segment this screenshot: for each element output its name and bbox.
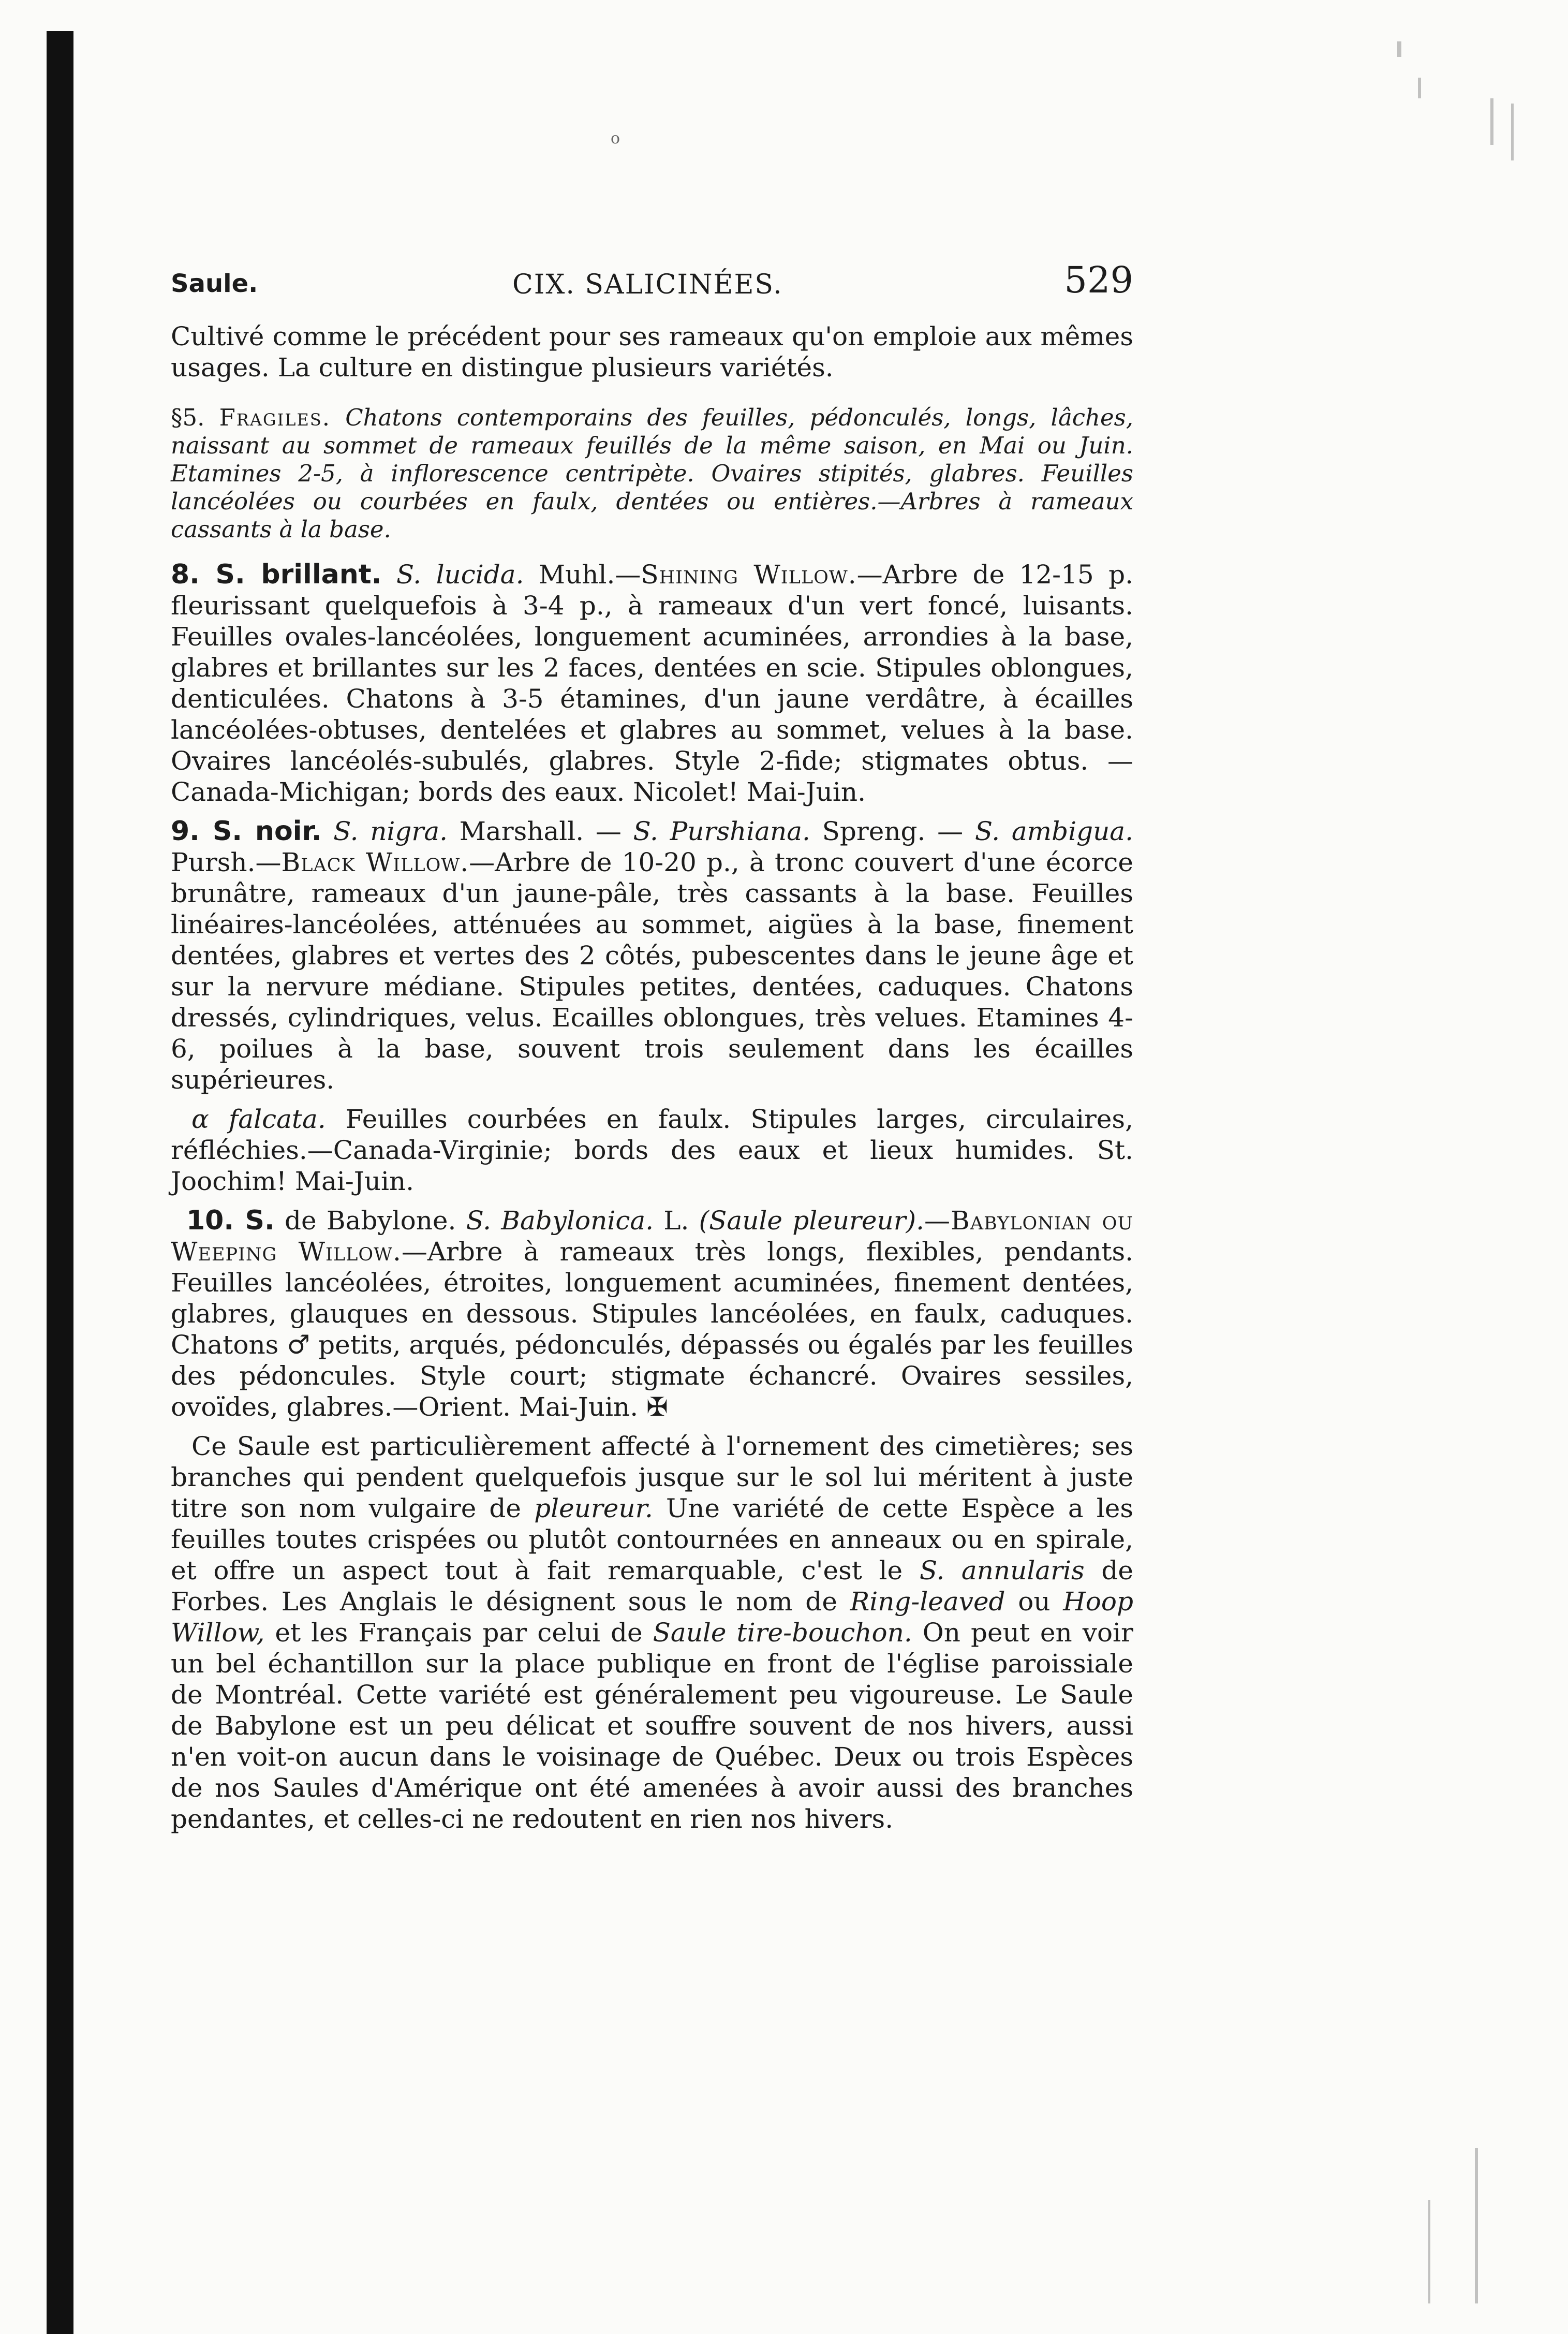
species-entry-babylone xyxy=(171,1205,1133,1422)
scan-speck xyxy=(1511,104,1514,160)
scan-speck xyxy=(1397,41,1401,57)
commentary-text: Ce Saule est particulièrement affecté à l'ornement des cimetières; ses branches qui pendent quelquefois jusque sur le sol lui méritent à juste titre son nom vulgaire de xyxy=(171,1431,1133,1523)
commentary-text: de Forbes. Les Anglais le désignent sous le nom de xyxy=(171,1555,1133,1617)
stray-mark: o xyxy=(611,129,620,148)
species-heading: 9. S. noir. xyxy=(171,816,322,847)
section-name: Fragiles. xyxy=(219,404,331,431)
page-number: 529 xyxy=(1064,259,1133,301)
commentary-text: On peut en voir un bel échantillon sur la place publique en front de l'église paroissiale de Montréal. Cette variété est généralement peu vigoureuse. Le Saule de Babylone est un peu délicat et souffre souvent de nos hivers, aussi n'en voit-on aucun dans le voisinage de Québec. Deux ou trois Espèces de nos Saules d'Amérique ont été amenées à avoir aussi des branches pendantes, et celles-ci ne redoutent en rien nos hivers. xyxy=(171,1618,1133,1834)
species-heading: 8. S. brillant. xyxy=(171,559,382,590)
running-head-family: CIX. SALICINÉES. xyxy=(512,269,783,300)
latin-synonym: S. ambigua. xyxy=(974,816,1134,846)
species-description: —Arbre de 12-15 p. fleurissant quelquefois à 3-4 p., à rameaux d'un vert foncé, luisants. Feuilles ovales-lancéolées, longuement acuminées, arrondies à la base, glabres et brillantes sur les 2 faces, dentées en scie. Stipules oblongues, denticulées. Chatons à 3-5 étamines, d'un jaune verdâtre, à écailles lancéolées-obtuses, dentelées et glabres au sommet, velues à la base. Ovaires lancéolés-subulés, glabres. Style 2-fide; stigmates obtus. —Canada-Michigan; bords des eaux. Nicolet! Mai-Juin. xyxy=(171,560,1133,807)
species-description: —Arbre à rameaux très longs, flexibles, pendants. Feuilles lancéolées, étroites, longuement acuminées, finement dentées, glabres, glauques en dessous. Stipules lancéolées, en faulx, caduques. Chatons ♂ petits, arqués, pédonculés, dépassés ou égalés par les feuilles des pédoncules. Style court; stigmate échancré. Ovaires sessiles, ovoïdes, glabres.—Orient. Mai-Juin. ✠ xyxy=(171,1237,1133,1422)
authority: Marshall. — xyxy=(459,816,622,846)
scan-speck xyxy=(1475,2148,1478,2303)
commentary-text: Une variété de cette Espèce a les feuilles toutes crispées ou plutôt contournées en anneaux ou en spirale, et offre un aspect tout à fait remarquable, c'est le xyxy=(171,1493,1133,1586)
latin-name: S. nigra. xyxy=(333,816,448,846)
variety-description: Feuilles courbées en faulx. Stipules larges, circulaires, réfléchies.—Canada-Virginie; bords des eaux et lieux humides. St. Joochim! Mai-Juin. xyxy=(171,1104,1133,1196)
english-name: Black Willow. xyxy=(281,847,469,877)
intro-paragraph: Cultivé comme le précédent pour ses rameaux qu'on emploie aux mêmes usages. La culture en distingue plusieurs variétés. xyxy=(171,321,1133,383)
english-name: Shining Willow. xyxy=(641,560,857,590)
scan-speck xyxy=(1428,2200,1430,2303)
species-heading: 10. S. xyxy=(186,1205,275,1236)
authority: Pursh.— xyxy=(171,847,282,877)
species-description: —Arbre de 10-20 p., à tronc couvert d'une écorce brunâtre, rameaux d'un jaune-pâle, très cassants à la base. Feuilles linéaires-lancéolées, atténuées au sommet, aigües à la base, finement dentées, glabres et vertes des 2 côtés, pubescentes dans le jeune âge et sur la nervure médiane. Stipules petites, dentées, caduques. Chatons dressés, cylindriques, velus. Ecailles oblongues, très velues. Etamines 4-6, poilues à la base, souvent trois seulement dans les écailles supérieures. xyxy=(171,847,1133,1095)
commentary-italic: Saule tire-bouchon. xyxy=(653,1618,912,1648)
authority: Spreng. — xyxy=(822,816,964,846)
commentary-italic: Hoop Willow, xyxy=(171,1587,1134,1648)
latin-name: S. lucida. xyxy=(396,560,524,590)
authority: Muhl.— xyxy=(538,560,641,590)
variety-name: α falcata. xyxy=(191,1104,326,1134)
variety-falcata xyxy=(171,1104,1133,1197)
page-content xyxy=(171,259,1133,1834)
english-name: —Babylonian ou Weeping Willow. xyxy=(171,1206,1133,1267)
species-entry-noir xyxy=(171,816,1133,1095)
commentary-italic: S. annularis xyxy=(919,1555,1085,1586)
commentary-text: ou xyxy=(1018,1587,1051,1617)
running-head xyxy=(171,259,1133,316)
species-entry-brillant xyxy=(171,559,1133,808)
latin-name: S. Babylonica. xyxy=(466,1206,654,1236)
section-number: §5. xyxy=(171,404,205,431)
commentary-italic: pleureur. xyxy=(534,1493,653,1523)
running-head-genus: Saule. xyxy=(171,269,258,298)
commentary-paragraph xyxy=(171,1431,1133,1834)
commentary-text: et les Français par celui de xyxy=(275,1618,643,1648)
binding-edge xyxy=(47,31,73,2334)
scan-speck xyxy=(1418,78,1421,98)
authority: L. xyxy=(663,1206,689,1236)
section-fragiles xyxy=(171,404,1133,544)
common-french-name: (Saule pleureur). xyxy=(699,1206,925,1236)
section-description: Chatons contemporains des feuilles, pédonculés, longs, lâches, naissant au sommet de rameaux feuillés de la même saison, en Mai ou Juin. Etamines 2-5, à inflorescence centripète. Ovaires stipités, glabres. Feuilles lancéolées ou courbées en faulx, dentées ou entières.—Arbres à rameaux cassants à la base. xyxy=(171,404,1133,543)
scan-speck xyxy=(1490,98,1493,145)
latin-synonym: S. Purshiana. xyxy=(633,816,810,846)
commentary-italic: Ring-leaved xyxy=(850,1587,1005,1617)
species-name-rest: de Babylone. xyxy=(285,1206,456,1236)
